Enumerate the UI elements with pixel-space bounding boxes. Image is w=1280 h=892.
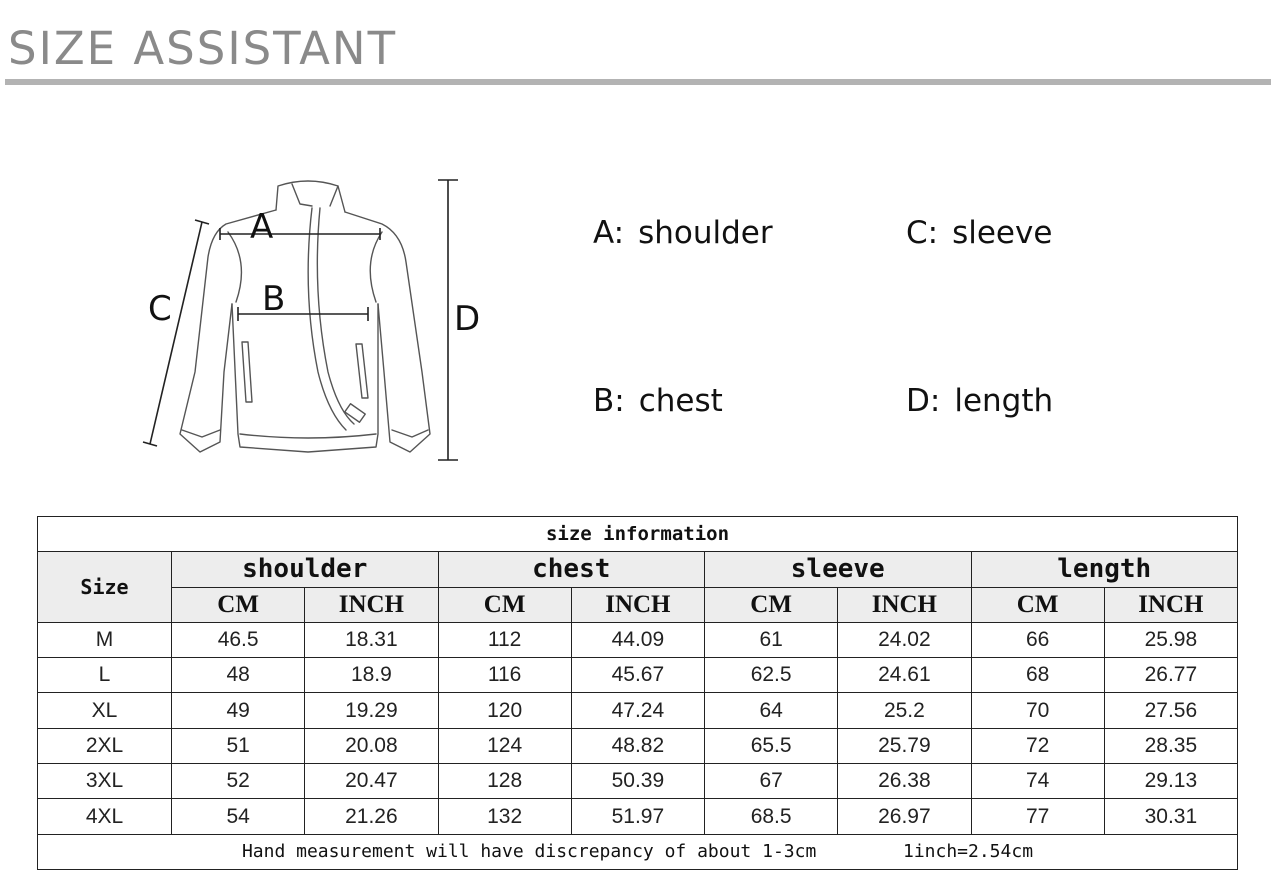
table-row (38, 658, 1238, 693)
legend-key: D: (906, 383, 941, 419)
measurement-cell: 54 (172, 799, 305, 834)
measurement-cell: 20.08 (305, 728, 438, 763)
measurement-cell: 68.5 (705, 799, 838, 834)
measurement-cell: 128 (438, 764, 571, 799)
measurement-cell: 26.97 (838, 799, 971, 834)
size-table (37, 516, 1238, 870)
measurement-cell: 44.09 (571, 622, 704, 657)
measurement-cell: 65.5 (705, 728, 838, 763)
measurement-cell: 18.9 (305, 658, 438, 693)
measurement-cell: 19.29 (305, 693, 438, 728)
measurement-cell: 48 (172, 658, 305, 693)
measurement-cell: 112 (438, 622, 571, 657)
legend-key: B: (593, 383, 625, 419)
unit-header: CM (705, 587, 838, 622)
measurement-cell: 62.5 (705, 658, 838, 693)
measurement-cell: 66 (971, 622, 1104, 657)
diagram-label-a: A (250, 207, 274, 247)
group-header-shoulder: shoulder (172, 552, 439, 587)
legend-label: length (954, 383, 1054, 419)
size-cell: M (38, 622, 172, 657)
legend-chest (593, 383, 723, 419)
table-row (38, 728, 1238, 763)
unit-header: CM (172, 587, 305, 622)
legend-sleeve (906, 215, 1053, 251)
legend-label: shoulder (638, 215, 773, 251)
table-row (38, 693, 1238, 728)
measurement-cell: 27.56 (1104, 693, 1237, 728)
diagram-label-c: C (148, 289, 172, 329)
legend-key: A: (593, 215, 625, 251)
measurement-cell: 25.98 (1104, 622, 1237, 657)
group-header-chest: chest (438, 552, 705, 587)
measurement-cell: 72 (971, 728, 1104, 763)
jacket-diagram (140, 172, 480, 472)
measurement-cell: 28.35 (1104, 728, 1237, 763)
unit-header: INCH (305, 587, 438, 622)
legend-label: chest (638, 383, 723, 419)
size-header: Size (38, 552, 172, 623)
measurement-cell: 61 (705, 622, 838, 657)
measurement-cell: 52 (172, 764, 305, 799)
measurement-cell: 67 (705, 764, 838, 799)
table-row (38, 764, 1238, 799)
measurement-cell: 51 (172, 728, 305, 763)
table-row (38, 799, 1238, 834)
measurement-cell: 132 (438, 799, 571, 834)
measurement-cell: 45.67 (571, 658, 704, 693)
measurement-cell: 77 (971, 799, 1104, 834)
jacket-outline-icon (140, 172, 480, 472)
unit-header: INCH (838, 587, 971, 622)
measurement-cell: 47.24 (571, 693, 704, 728)
unit-header: INCH (1104, 587, 1237, 622)
size-cell: L (38, 658, 172, 693)
diagram-label-b: B (262, 279, 286, 319)
measurement-cell: 29.13 (1104, 764, 1237, 799)
measurement-cell: 48.82 (571, 728, 704, 763)
unit-header: CM (971, 587, 1104, 622)
measurement-cell: 70 (971, 693, 1104, 728)
measurement-cell: 25.2 (838, 693, 971, 728)
diagram-label-d: D (454, 299, 481, 339)
measurement-cell: 116 (438, 658, 571, 693)
measurement-cell: 50.39 (571, 764, 704, 799)
measurement-cell: 46.5 (172, 622, 305, 657)
legend-key: C: (906, 215, 939, 251)
measurement-cell: 74 (971, 764, 1104, 799)
measurement-cell: 18.31 (305, 622, 438, 657)
size-cell: 3XL (38, 764, 172, 799)
measurement-cell: 24.61 (838, 658, 971, 693)
measurement-cell: 68 (971, 658, 1104, 693)
measurement-cell: 24.02 (838, 622, 971, 657)
group-header-sleeve: sleeve (705, 552, 972, 587)
measurement-cell: 120 (438, 693, 571, 728)
measurement-cell: 64 (705, 693, 838, 728)
legend-label: sleeve (952, 215, 1053, 251)
measurement-cell: 51.97 (571, 799, 704, 834)
legend-length (906, 383, 1054, 419)
measurement-cell: 20.47 (305, 764, 438, 799)
measurement-cell: 30.31 (1104, 799, 1237, 834)
unit-header: CM (438, 587, 571, 622)
measurement-cell: 26.77 (1104, 658, 1237, 693)
size-cell: 4XL (38, 799, 172, 834)
measurement-cell: 21.26 (305, 799, 438, 834)
size-cell: 2XL (38, 728, 172, 763)
measurement-cell: 124 (438, 728, 571, 763)
group-header-length: length (971, 552, 1238, 587)
unit-header: INCH (571, 587, 704, 622)
measurement-cell: 26.38 (838, 764, 971, 799)
page-title: SIZE ASSISTANT (8, 22, 398, 75)
measurement-cell: 25.79 (838, 728, 971, 763)
measurement-cell: 49 (172, 693, 305, 728)
table-body (38, 622, 1238, 834)
size-cell: XL (38, 693, 172, 728)
table-row (38, 622, 1238, 657)
legend-shoulder (593, 215, 773, 251)
title-divider (5, 79, 1271, 85)
table-caption: size information (38, 517, 1238, 552)
table-note: Hand measurement will have discrepancy of about 1-3cm 1inch=2.54cm (38, 834, 1238, 869)
